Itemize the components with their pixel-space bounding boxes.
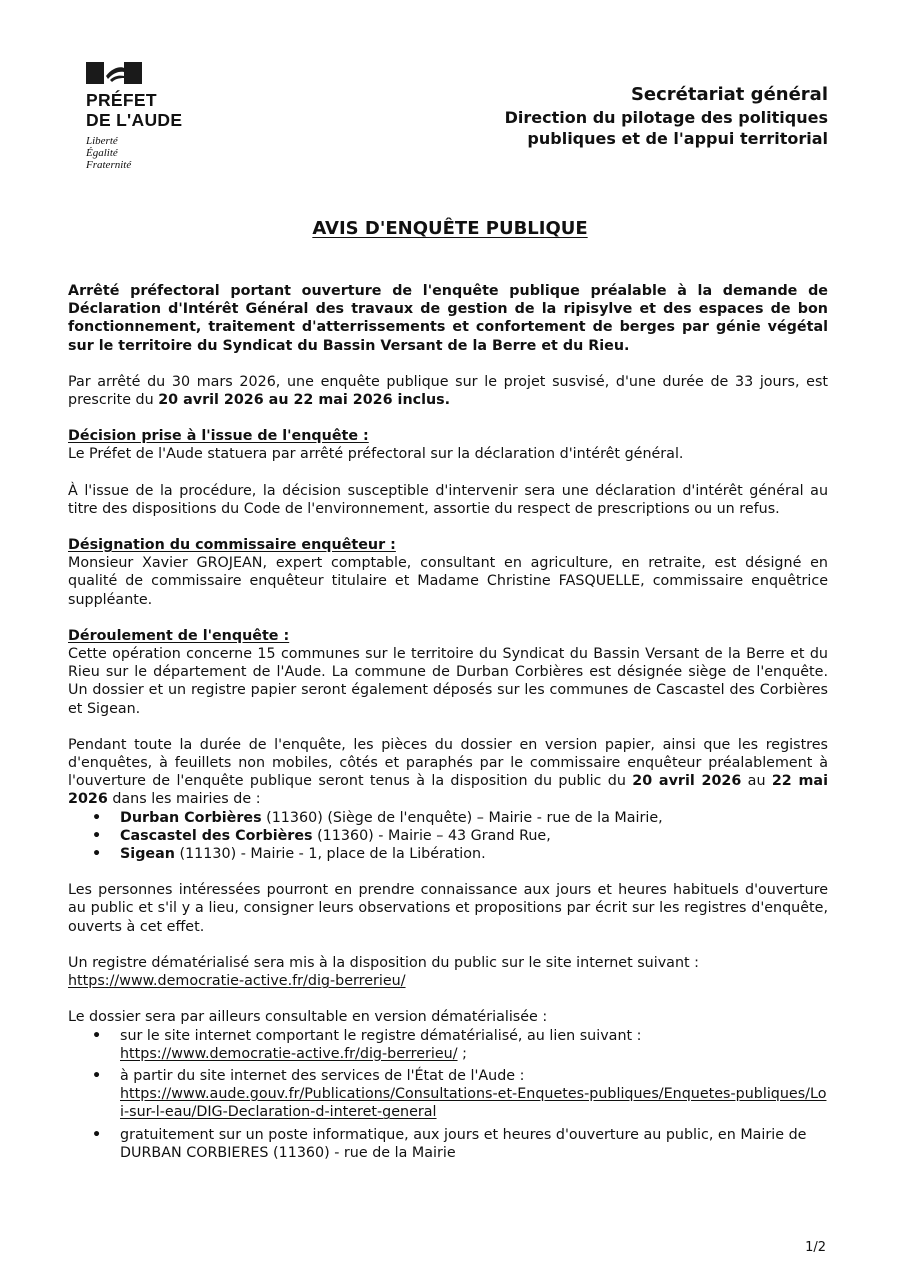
- page-number: 1/2: [805, 1240, 826, 1255]
- consult-link[interactable]: https://www.aude.gouv.fr/Publications/Consultations-et-Enquetes-publiques/Enquetes-publiques/Loi-sur-l-eau/DIG-Declaration-d-interet-general: [120, 1086, 827, 1121]
- intro-paragraph: Arrêté préfectoral portant ouverture de l'enquête publique préalable à la demande de Déclaration d'Intérêt Général des travaux de gestion de la ripisylve et des espaces de bon fonctionnement, traitement d'atterrissements et confortement de berges par génie végétal sur le territoire du Syndicat du Bassin Versant de la Berre et du Rieu.: [68, 283, 828, 354]
- consultation-list: [68, 1027, 828, 1162]
- deroulement-paragraph-1: Cette opération concerne 15 communes sur le territoire du Syndicat du Bassin Versant de la Berre et du Rieu sur le département de l'Aude. La commune de Durban Corbières est désignée siège de l'enquête. Un dossier et un registre papier seront également déposés sur les communes de Cascastel des Corbières et Sigean.: [68, 646, 828, 717]
- deroulement-heading: Déroulement de l'enquête :: [68, 627, 290, 644]
- list-item: [68, 1027, 828, 1063]
- motto-egalite: Égalité: [86, 147, 118, 159]
- service-line1: Secrétariat général: [630, 84, 828, 105]
- registre-link-line: [68, 972, 828, 990]
- motto-liberte: Liberté: [86, 135, 118, 147]
- decision-paragraph-2: À l'issue de la procédure, la décision susceptible d'intervenir sera une déclaration d'intérêt général au titre des dispositions du Code de l'environnement, assortie du respect de prescriptions ou un refus.: [68, 482, 828, 517]
- list-item: [68, 1126, 828, 1162]
- arrete-paragraph: [68, 373, 828, 409]
- mairie-name: Cascastel des Corbières: [120, 827, 313, 844]
- notice-body: [68, 282, 828, 1162]
- list-item: [68, 845, 828, 863]
- p2-date-end: 22 mai 2026: [68, 773, 828, 808]
- republic-motto: [86, 135, 226, 171]
- consult-text: • sur le site internet comportant le registre dématérialisé, au lien suivant :: [120, 1027, 642, 1044]
- consult-text: • à partir du site internet des services de l'État de l'Aude :: [120, 1067, 525, 1084]
- p2-date-start: 20 avril 2026: [632, 773, 742, 790]
- issuing-service: [505, 83, 828, 149]
- prefecture-name-line1: PRÉFET: [86, 90, 157, 110]
- registre-paragraph: Un registre dématérialisé sera mis à la disposition du public sur le site internet suivant :: [68, 954, 699, 971]
- mairies-list: [68, 809, 828, 864]
- p2-end: dans les mairies de :: [107, 791, 261, 808]
- mairie-detail: (11360) - Mairie – 43 Grand Rue,: [312, 827, 551, 844]
- arrete-text: Par arrêté du 30 mars 2026, une enquête publique sur le projet susvisé, d'une durée de 33 jours, est prescrite du: [68, 373, 828, 409]
- decision-paragraph-1: Le Préfet de l'Aude statuera par arrêté préfectoral sur la déclaration d'intérêt général.: [68, 446, 684, 463]
- consult-suffix: ;: [457, 1045, 467, 1062]
- list-item: [68, 809, 828, 827]
- mairie-detail: (11360) (Siège de l'enquête) – Mairie - rue de la Mairie,: [261, 809, 663, 826]
- list-item: [68, 1067, 828, 1122]
- service-line2: Direction du pilotage des politiques: [504, 108, 828, 127]
- list-item: [68, 827, 828, 845]
- registre-link[interactable]: https://www.democratie-active.fr/dig-berrerieu/: [68, 973, 406, 990]
- p2-mid: au: [741, 773, 772, 790]
- prefecture-name-line2: DE L'AUDE: [86, 110, 183, 130]
- document-title: AVIS D'ENQUÊTE PUBLIQUE: [312, 218, 588, 239]
- mairie-detail: (11130) - Mairie - 1, place de la Libération.: [174, 846, 486, 863]
- consult-text: • gratuitement sur un poste informatique, aux jours et heures d'ouverture au public, en Mairie de DURBAN CORBIERES (11360) - rue de la Mairie: [120, 1126, 807, 1161]
- mairie-name: Durban Corbières: [120, 809, 262, 826]
- consult-link[interactable]: https://www.democratie-active.fr/dig-berrerieu/: [120, 1045, 458, 1062]
- deroulement-paragraph-2: [68, 736, 828, 809]
- arrete-dates: 20 avril 2026 au 22 mai 2026 inclus.: [158, 392, 451, 409]
- prefecture-logo: [86, 62, 226, 171]
- service-line3: publiques et de l'appui territorial: [527, 129, 828, 148]
- deroulement-paragraph-3: Les personnes intéressées pourront en prendre connaissance aux jours et heures habituels d'ouverture au public et s'il y a lieu, consigner leurs observations et propositions par écrit sur les registres d'enquête, ouverts à cet effet.: [68, 882, 828, 935]
- p2-start: Pendant toute la durée de l'enquête, les pièces du dossier en version papier, ainsi que les registres d'enquêtes, à feuillets non mobiles, côtés et paraphés par le commissaire enquêteur préalablement à l'ouverture de l'enquête publique seront tenus à la disposition du public du: [68, 736, 828, 790]
- commissaire-heading: Désignation du commissaire enquêteur :: [68, 537, 396, 554]
- mairie-name: Sigean: [120, 846, 175, 863]
- decision-heading: Décision prise à l'issue de l'enquête :: [68, 428, 369, 445]
- marianne-logo-icon: [86, 62, 142, 84]
- commissaire-paragraph: Monsieur Xavier GROJEAN, expert comptable, consultant en agriculture, en retraite, est désigné en qualité de commissaire enquêteur titulaire et Madame Christine FASQUELLE, commissaire enquêtrice suppléante.: [68, 555, 828, 608]
- prefecture-name: [86, 90, 226, 130]
- consultation-paragraph: Le dossier sera par ailleurs consultable en version dématérialisée :: [68, 1009, 548, 1026]
- motto-fraternite: Fraternité: [86, 159, 132, 171]
